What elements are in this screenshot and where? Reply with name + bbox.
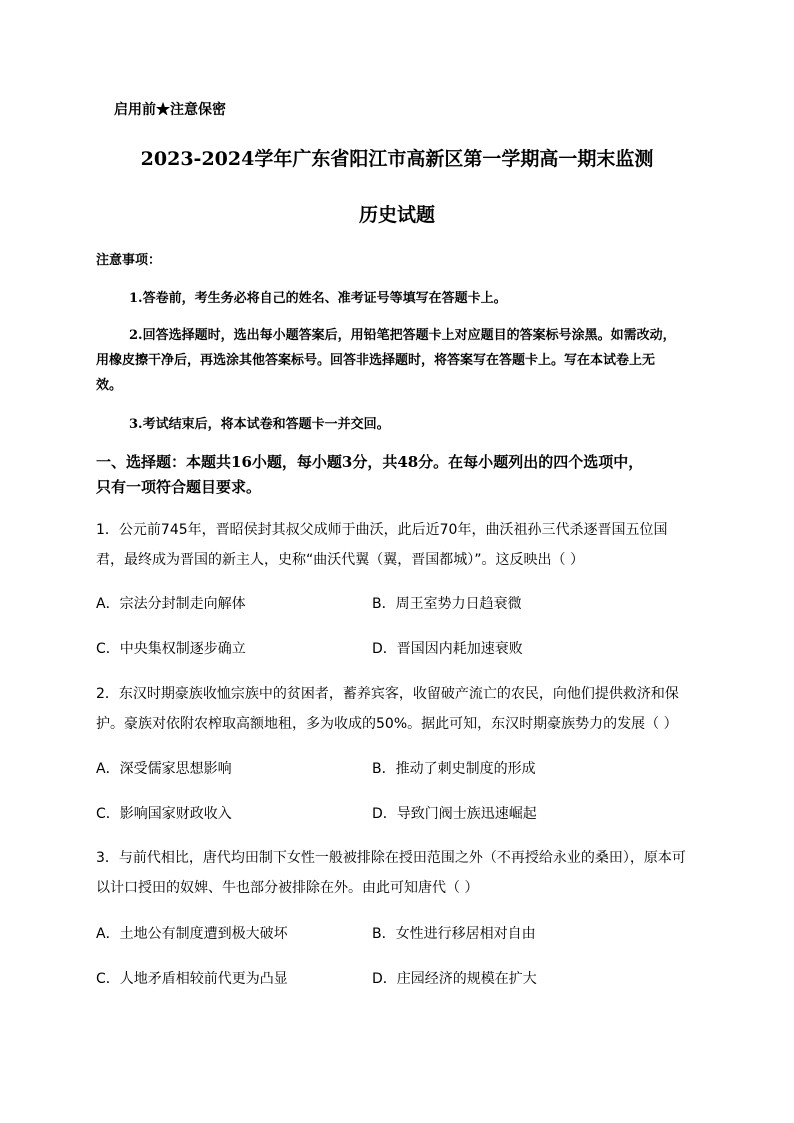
notice-item-2-line-3: 效。 xyxy=(96,378,123,393)
question-1-stem-line-2: 君，最终成为晋国的新主人，史称“曲沃代翼（翼，晋国都城）”。这反映出（ ） xyxy=(96,552,584,568)
notice-item-2-line-2: 用橡皮擦干净后，再选涂其他答案标号。回答非选择题时，将答案写在答题卡上。写在本试卷上无 xyxy=(96,353,656,368)
notice-heading: 注意事项： xyxy=(96,253,162,268)
question-3-stem-line-2: 以计口授田的奴婢、牛也部分被排除在外。由此可知唐代（ ） xyxy=(96,880,479,896)
question-2-option-c: C．影响国家财政收入 xyxy=(96,806,232,822)
notice-item-1: 1.答卷前，考生务必将自己的姓名、准考证号等填写在答题卡上。 xyxy=(129,291,507,306)
question-2-option-b: B．推动了刺史制度的形成 xyxy=(372,761,536,777)
question-2-stem-line-2: 护。豪族对依附农榨取高额地租，多为收成的50%。据此可知，东汉时期豪族势力的发展（ ） xyxy=(96,716,678,732)
question-1-option-a: A．宗法分封制走向解体 xyxy=(96,596,246,612)
notice-item-3: 3.考试结束后，将本试卷和答题卡一并交回。 xyxy=(129,417,390,432)
notice-item-2-line-1: 2.回答选择题时，选出每小题答案后，用铅笔把答题卡上对应题目的答案标号涂黑。如需改动， xyxy=(129,328,676,343)
question-1-option-c: C．中央集权制逐步确立 xyxy=(96,641,246,657)
question-1-stem-line-1: 1．公元前745年，晋昭侯封其叔父成师于曲沃，此后近70年，曲沃祖孙三代杀逐晋国五位国 xyxy=(96,522,668,538)
question-1-option-d: D．晋国因内耗加速衰败 xyxy=(372,641,523,657)
question-2-option-a: A．深受儒家思想影响 xyxy=(96,761,232,777)
section-heading-line-1: 一、选择题：本题共16小题，每小题3分，共48分。在每小题列出的四个选项中， xyxy=(96,453,644,471)
question-3-option-b: B．女性进行移居相对自由 xyxy=(372,926,536,942)
question-3-stem-line-1: 3．与前代相比，唐代均田制下女性一般被排除在授田范围之外（不再授给永业的桑田），原本可 xyxy=(96,850,686,866)
confidential-label: 启用前★注意保密 xyxy=(114,102,226,118)
question-2-stem-line-1: 2．东汉时期豪族收恤宗族中的贫困者，蓄养宾客，收留破产流亡的农民，向他们提供救济和保 xyxy=(96,686,679,702)
question-3-option-c: C．人地矛盾相较前代更为凸显 xyxy=(96,971,288,987)
question-1-option-b: B．周王室势力日趋衰微 xyxy=(372,596,522,612)
question-3-option-d: D．庄园经济的规模在扩大 xyxy=(372,971,537,987)
section-heading-line-2: 只有一项符合题目要求。 xyxy=(96,478,262,496)
question-3-option-a: A．土地公有制度遭到极大破坏 xyxy=(96,926,288,942)
question-2-option-d: D．导致门阀士族迅速崛起 xyxy=(372,806,537,822)
exam-subject-title: 历史试题 xyxy=(358,204,435,226)
exam-title: 2023-2024学年广东省阳江市高新区第一学期高一期末监测 xyxy=(140,148,654,170)
